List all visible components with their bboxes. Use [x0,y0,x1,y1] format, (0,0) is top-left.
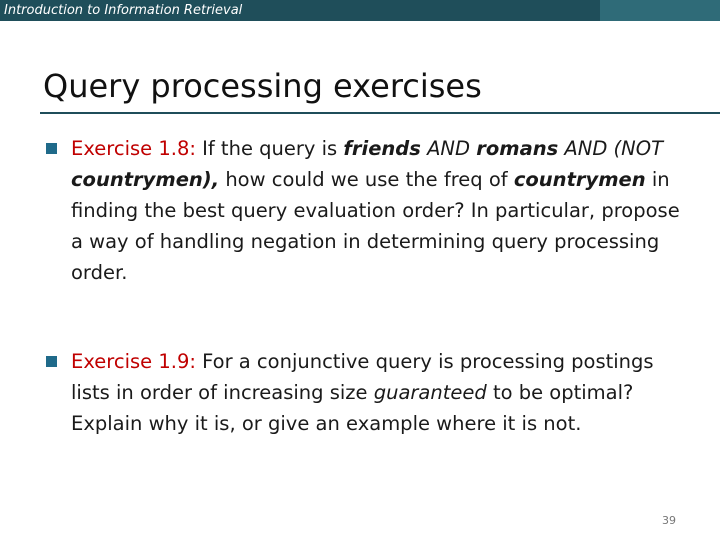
exercise-1-8-bullet [46,133,686,288]
emphasis-guaranteed: guaranteed [373,381,487,404]
exercise-1-9-label: Exercise 1.9: [71,350,196,373]
exercise-1-8-text [71,133,686,288]
square-bullet-icon [46,356,57,367]
exercise-text-segment: how could we use the freq of [219,168,514,191]
query-term-countrymen: countrymen), [71,168,220,191]
query-term-romans: romans [476,137,559,160]
exercise-text-segment: to be optimal? Explain why it is, or give an example where it is not. [71,381,634,435]
exercise-1-9-bullet [46,346,686,439]
course-title: Introduction to Information Retrieval [4,3,243,18]
header-bar [0,0,720,21]
square-bullet-icon [46,143,57,154]
query-term-friends: friends [343,137,421,160]
query-operator-and-not: AND (NOT [564,137,664,160]
slide-title: Query processing exercises [43,67,482,105]
query-term-countrymen: countrymen [513,168,646,191]
title-divider [40,112,720,114]
query-operator-and: AND [427,137,471,160]
page-number: 39 [662,514,676,527]
header-accent [600,0,720,21]
exercise-1-8-label: Exercise 1.8: [71,137,196,160]
exercise-text-segment: If the query is [195,137,344,160]
exercise-text-segment: in finding the best query evaluation order? In particular, propose a way of handling negation in determining query processing order. [71,168,680,284]
exercise-text-segment: For a conjunctive query is processing postings lists in order of increasing size [71,350,654,404]
exercise-1-9-text [71,346,686,439]
